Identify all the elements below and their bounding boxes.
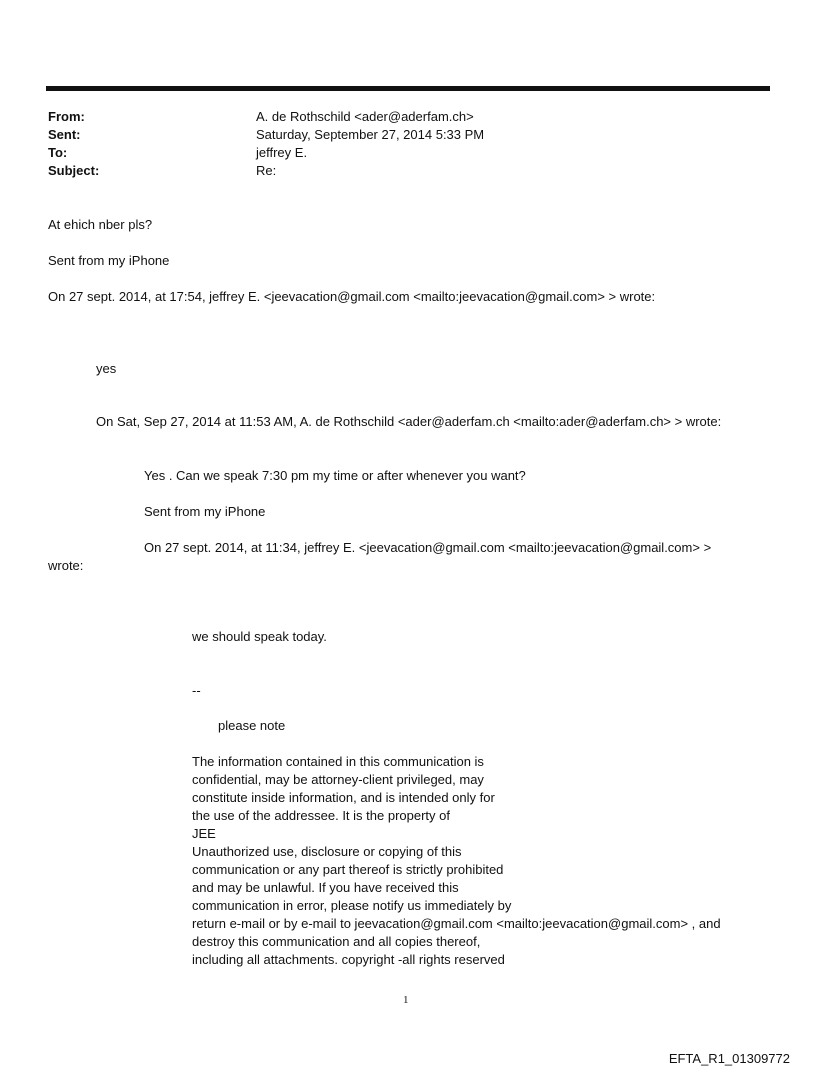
- sent-value: Saturday, September 27, 2014 5:33 PM: [256, 127, 485, 142]
- disclaimer-line: The information contained in this communication is: [192, 754, 484, 769]
- body-line: we should speak today.: [192, 629, 327, 644]
- quote-header-wrap: wrote:: [48, 558, 84, 573]
- to-label: To:: [48, 145, 68, 160]
- from-label: From:: [48, 109, 85, 124]
- subject-label: Subject:: [48, 163, 100, 178]
- signature-separator: --: [192, 683, 201, 698]
- subject-value: Re:: [256, 163, 277, 178]
- disclaimer-line: constitute inside information, and is intended only for: [192, 790, 495, 805]
- disclaimer-line: and may be unlawful. If you have received this: [192, 880, 459, 895]
- disclaimer-line: destroy this communication and all copies thereof,: [192, 934, 481, 949]
- disclaimer-line: communication in error, please notify us immediately by: [192, 898, 512, 913]
- body-line: yes: [96, 361, 117, 376]
- disclaimer-line: return e-mail or by e-mail to jeevacation@gmail.com <mailto:jeevacation@gmail.com> , and: [192, 916, 721, 931]
- disclaimer-line: Unauthorized use, disclosure or copying of this: [192, 844, 462, 859]
- quote-header: On 27 sept. 2014, at 17:54, jeffrey E. <jeevacation@gmail.com <mailto:jeevacation@gmail.com> > wrote:: [48, 289, 656, 304]
- disclaimer-line: communication or any part thereof is strictly prohibited: [192, 862, 504, 877]
- header-rule: [46, 86, 770, 91]
- disclaimer-line: the use of the addressee. It is the property of: [192, 808, 450, 823]
- body-line: At ehich nber pls?: [48, 217, 153, 232]
- bates-number: EFTA_R1_01309772: [668, 1051, 790, 1066]
- quote-header: On Sat, Sep 27, 2014 at 11:53 AM, A. de Rothschild <ader@aderfam.ch <mailto:ader@aderfam.ch> > wrote:: [96, 414, 722, 429]
- sent-label: Sent:: [48, 127, 81, 142]
- disclaimer-block: [192, 753, 721, 969]
- body-line: Yes . Can we speak 7:30 pm my time or after whenever you want?: [144, 468, 526, 483]
- from-value: A. de Rothschild <ader@aderfam.ch>: [256, 109, 474, 124]
- disclaimer-line: confidential, may be attorney-client privileged, may: [192, 772, 484, 787]
- quote-header: On 27 sept. 2014, at 11:34, jeffrey E. <jeevacation@gmail.com <mailto:jeevacation@gmail.com> >: [144, 540, 712, 555]
- body-line: Sent from my iPhone: [144, 504, 266, 519]
- disclaimer-heading: please note: [218, 718, 286, 733]
- page-number: 1: [403, 994, 409, 1006]
- body-line: Sent from my iPhone: [48, 253, 170, 268]
- to-value: jeffrey E.: [256, 145, 308, 160]
- disclaimer-line: JEE: [192, 826, 216, 841]
- disclaimer-line: including all attachments. copyright -all rights reserved: [192, 952, 505, 967]
